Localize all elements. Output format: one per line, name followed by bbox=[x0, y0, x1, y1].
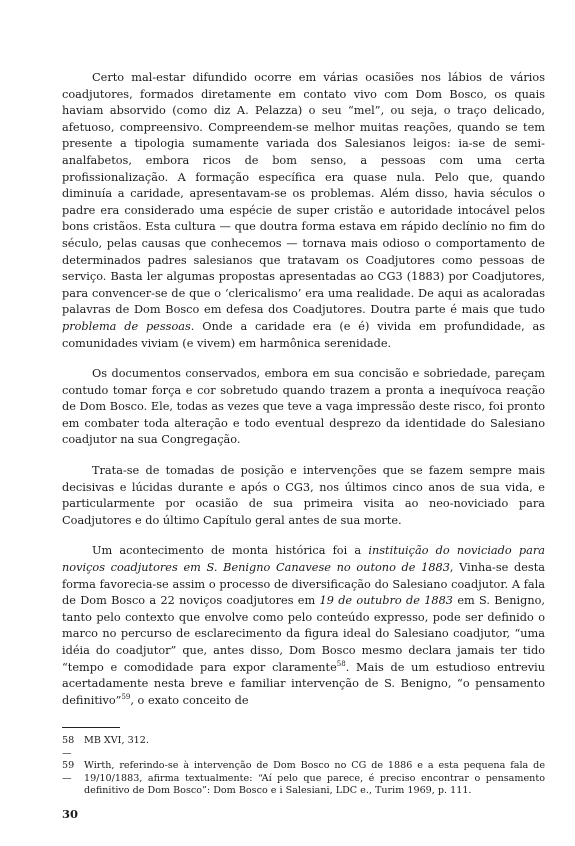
paragraph-1-text: Certo mal-estar difundido ocorre em várias ocasiões nos lábios de vários coadjutores, formados diretamente em contato vivo com Dom Bosco, os quais haviam absorvido (como diz A. Pelazza) o seu “mel”, ou seja, o traço delicado, afetuoso, compreensivo. Compreendem-se melhor muitas reações, quando se tem presente a tipologia sumamente variada dos Salesianos leigos: ia-se de semi-analfabetos, embora ricos de bom senso, a pessoas com uma certa profissionalização. A formação específica era quase nula. Pelo que, quando diminuía a caridade, apresentavam-se os problemas. Além disso, havia séculos o padre era considerado uma espécie de super cristão e autoridade intocável pelos bons cristãos. Esta cultura — que doutra forma estava em rápido declínio no fim do século, pelas causas que conhecemos — tornava mais odioso o comportamento de determinados padres salesianos que tratavam os Coadjutores como pessoas de serviço. Basta ler algumas propostas apresentadas ao CG3 (1883) por Coadjutores, para convencer-se de que o ‘clericalismo’ era uma realidade. De aqui as acaloradas palavras de Dom Bosco em defesa dos Coadjutores. Doutra parte é mais que tudo bbox=[62, 71, 545, 317]
paragraph-4-mid-1: , Vinha-se desta forma favorecia-se assim o processo de diversificação do Salesiano coadjutor. A fala de Dom Bosco a 22 noviços coadjutores em bbox=[62, 561, 546, 608]
footnote-number: 59 — bbox=[62, 760, 75, 784]
footnote-number: 58 — bbox=[62, 735, 75, 759]
paragraph-4-mid-3: . Mais de um estudioso entreviu acertadamente nesta breve e familiar intervenção de S. Benigno, “o pensamento definitivo” bbox=[62, 660, 545, 707]
footnote-ref-59[interactable]: 59 bbox=[121, 693, 131, 702]
paragraph-3: Trata-se de tomadas de posição e intervenções que se fazem sempre mais decisivas e lúcidas durante e após o CG3, nos últimos cinco anos de sua vida, e particularmente por ocasião de sua primeira visita ao neo-noviciado para Coadjutores e do último Capítulo geral antes de sua morte. bbox=[62, 464, 545, 527]
main-text bbox=[62, 70, 545, 723]
paragraph-4 bbox=[62, 543, 545, 709]
page-number: 30 bbox=[62, 807, 79, 821]
paragraph-4-italic-2: 19 de outubro de 1883 bbox=[319, 594, 453, 608]
footnote-59 bbox=[62, 760, 545, 798]
paragraph-1-italic: problema de pessoas bbox=[62, 319, 191, 333]
paragraph-4-start: Um acontecimento de monta histórica foi a bbox=[92, 544, 362, 558]
footnote-text: Wirth, referindo-se à intervenção de Dom Bosco no CG de 1886 e a esta pequena fala de 19/10/1883, afirma textualmente: “Aí pelo que parece, é preciso encontrar o pensamento definitivo de Dom Bosco”: Dom Bosco e i Salesiani, LDC e., Turim 1969, p. 111. bbox=[84, 760, 545, 797]
footnote-text: MB XVI, 312. bbox=[84, 735, 149, 746]
paragraph-1 bbox=[62, 70, 545, 352]
footnotes bbox=[62, 735, 545, 798]
paragraph-2: Os documentos conservados, embora em sua concisão e sobriedade, pareçam contudo tomar força e cor sobretudo quando trazem a pronta a inequívoca reação de Dom Bosco. Ele, todas as vezes que teve a vaga impressão deste risco, foi pronto em combater toda alteração e todo eventual desprezo da identidade do Salesiano coadjutor na sua Congregação. bbox=[62, 367, 545, 447]
footnote-58 bbox=[62, 735, 545, 760]
paragraph-4-italic-1: instituição do noviciado para noviços coadjutores em S. Benigno Canavese no outono de 1883 bbox=[62, 544, 545, 575]
paragraph-4-end: , o exato conceito de bbox=[130, 693, 249, 707]
paragraph-1-end: . Onde a caridade era (e é) vivida em profundidade, as comunidades viviam (e vivem) em harmônica serenidade. bbox=[62, 319, 545, 350]
paragraph-4-mid-2: em S. Benigno, tanto pelo contexto que envolve como pelo conteúdo expresso, pode ser definido o marco no percurso de esclarecimento da figura ideal do Salesiano coadjutor, “uma idéia do coadjutor” que, antes disso, Dom Bosco mesmo declara jamais ter tido “tempo e comodidade para expor claramente bbox=[62, 594, 546, 674]
footnote-divider bbox=[62, 727, 120, 728]
footnote-ref-58[interactable]: 58 bbox=[336, 659, 346, 668]
